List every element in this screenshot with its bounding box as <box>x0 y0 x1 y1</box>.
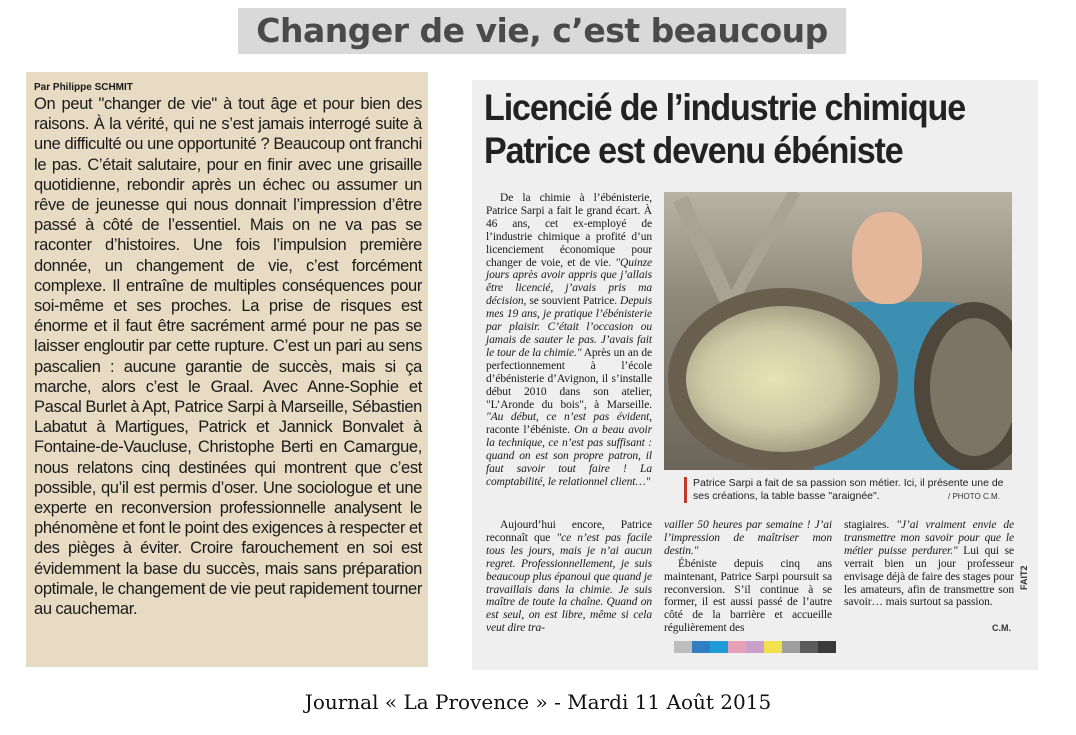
text-run: , raconte l’ébéniste. <box>486 411 652 437</box>
color-swatch <box>728 641 746 653</box>
color-swatch <box>818 641 836 653</box>
text-run: Lui qui se verrait bien un jour professeur envisage déjà de faire des stages pour les amateurs, afin de transmettre son savoir… mais surtout sa passion. <box>844 544 1014 609</box>
quote-run: On a beau avoir la technique, ce n’est pas suffisant : quand on est son propre patron, il faut savoir tout faire ! La comptabilité, le relationnel client…" <box>486 424 652 488</box>
article-column-2 <box>486 519 652 635</box>
photo-table-ring <box>668 288 898 470</box>
article-column-3 <box>664 519 832 635</box>
article-title-line-1: Licencié de l’industrie chimique <box>484 87 966 128</box>
color-swatch <box>692 641 710 653</box>
color-swatch <box>800 641 818 653</box>
quote-run: "J’ai vraiment envie de transmettre mon savoir pour que le métier puisse perdurer." <box>844 519 1014 557</box>
author-initials: C.M. <box>992 623 1011 633</box>
color-swatch <box>782 641 800 653</box>
color-swatch <box>710 641 728 653</box>
photo-person-head <box>852 212 922 304</box>
article-title <box>484 86 985 172</box>
text-run: De la chimie à l’ébénisterie, Patrice Sarpi a fait le grand écart. À 46 ans, cet ex-employé de l’industrie chimique a profité d’un licenciement économique pour changer de voie, et de vie. <box>486 192 652 269</box>
byline: Par Philippe SCHMIT <box>34 82 133 93</box>
color-swatch <box>746 641 764 653</box>
color-swatch <box>764 641 782 653</box>
paragraph <box>664 558 832 635</box>
quote-run: "Au début, ce n’est pas évident <box>486 411 650 424</box>
article-clipping <box>472 80 1038 670</box>
page-headline: Changer de vie, c’est beaucoup <box>238 8 846 54</box>
paragraph <box>664 519 832 558</box>
text-run: stagiaires. <box>844 519 897 531</box>
text-run: Ébéniste depuis cinq ans maintenant, Patrice Sarpi poursuit sa reconversion. S’il continue à se former, il est aussi passé de l’autre côté de la barrière et accueille régulièrement des <box>664 557 832 635</box>
paragraph <box>486 519 652 635</box>
article-photo <box>664 192 1012 470</box>
quote-run: Depuis mes 19 ans, je pratique l’ébénisterie par plaisir. C’était l’occasion ou jamais de sauter le pas. J’avais fait le tour de la chimie." <box>486 295 652 359</box>
quote-run: "ce n’est pas facile tous les jours, mais je n’ai aucun regret. Professionnellement, je suis beaucoup plus épanoui que quand je travaillais dans la chimie. Je suis maître de toute la chaîne. Quand on est seul, on est libre, même si cela veut dire tra- <box>486 531 652 635</box>
publication-source: Journal « La Provence » - Mardi 11 Août 2015 <box>304 690 772 714</box>
photo-credit: / PHOTO C.M. <box>948 492 1000 501</box>
color-swatch <box>674 641 692 653</box>
quote-run: vailler 50 heures par semaine ! J’ai l’impression de maîtriser mon destin." <box>664 519 832 557</box>
text-run: , se souvient Patrice. <box>523 295 621 308</box>
photo-caption: Patrice Sarpi a fait de sa passion son métier. Ici, il présente une de ses créations, la table basse "araignée". <box>684 477 1014 503</box>
article-column-4 <box>844 519 1014 609</box>
editorial-body: On peut "changer de vie" à tout âge et pour bien des raisons. À la vérité, qui ne s’est jamais interrogé suite à une difficulté ou une opportunité ? Beaucoup ont franchi le pas. C’était salutaire, pour en finir avec une grisaille quotidienne, rebondir après un échec ou assumer un rêve de jeunesse qui nous donnait l’impression d’être passé à côté de l’essentiel. Mais on ne va pas se raconter d’histoires. Une fois l’impulsion première donnée, un changement de vie, c’est forcément complexe. Il entraîne de multiples conséquences pour soi-même et ses proches. La prise de risques est énorme et il faut être sacrément armé pour ne pas se laisser engloutir par cette rupture. C’est un pari au sens pascalien : aucune garantie de succès, mais si ça marche, alors c’est le Graal. Avec Anne-Sophie et Pascal Burlet à Apt, Patrice Sarpi à Marseille, Sébastien Labatut à Martigues, Patrick et Jannick Bonvalet à Fontaine-de-Vaucluse, Christophe Berti en Camargue, nous relatons cinq destinées qui montrent que c’est possible, qu’il est permis d’oser. Une sociologue et une experte en reconversion professionnelle analysent le phénomène et font le point des exigences à respecter et des pièges à éviter. Croire farouchement en soi est évidemment la base du succès, mais sans préparation optimale, le changement de vie peut rapidement tourner au cauchemar. <box>34 95 422 619</box>
editorial-clipping <box>26 72 428 667</box>
article-title-line-2: Patrice est devenu ébéniste <box>484 130 903 171</box>
text-run: Aujourd’hui encore, Patrice reconnaît que <box>486 519 652 544</box>
text-run: Après un an de perfectionnement à l’école d’ébénisterie d’Avignon, il s’installe début 2010 dans son atelier, "L’Aronde du bois", à Marseille. <box>486 346 652 411</box>
quote-run: "Quinze jours après avoir appris que j’allais être licencié, j’avais pris ma décision <box>486 256 652 308</box>
source-code: FAIT2 <box>1019 565 1029 590</box>
article-column-1 <box>486 192 652 489</box>
print-color-bar <box>674 641 836 653</box>
